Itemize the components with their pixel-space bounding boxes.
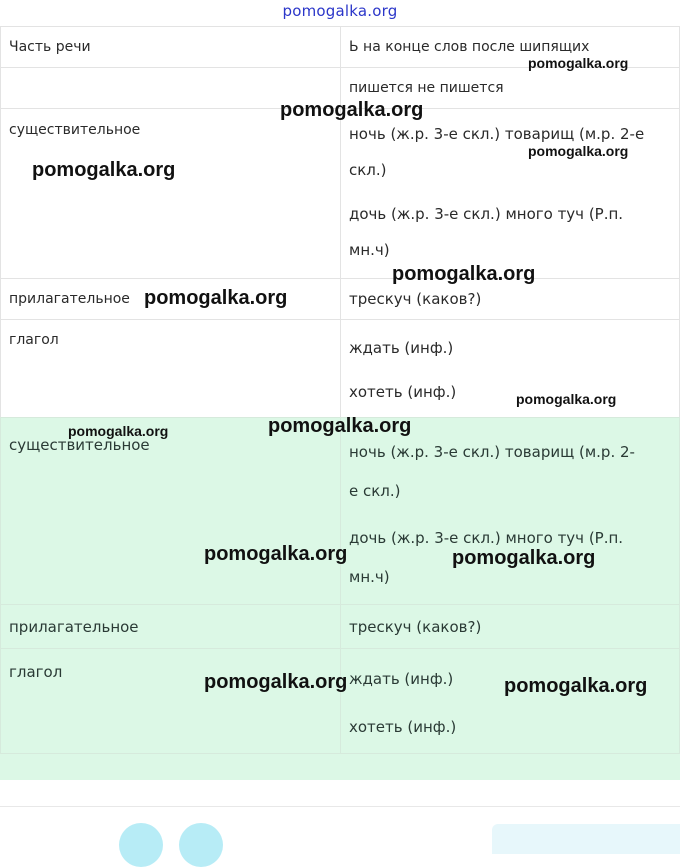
watermark: pomogalka.org xyxy=(392,263,536,285)
example-line: трескуч (каков?) xyxy=(349,290,482,308)
share-circle-icon[interactable] xyxy=(179,823,223,867)
watermark: pomogalka.org xyxy=(144,287,288,309)
share-circle-icon[interactable] xyxy=(119,823,163,867)
watermark: pomogalka.org xyxy=(204,543,348,565)
example-line: хотеть (инф.) xyxy=(349,383,457,401)
example-line: мн.ч) xyxy=(349,241,390,259)
watermark: pomogalka.org xyxy=(452,547,596,569)
header-soft-sign-rule: Ь на конце слов после шипящих xyxy=(341,27,680,68)
cell-noun-examples xyxy=(341,109,680,279)
watermark: pomogalka.org xyxy=(204,671,348,693)
watermark: pomogalka.org xyxy=(268,415,412,437)
example-line: ждать (инф.) xyxy=(349,670,454,688)
cell-noun-examples xyxy=(341,418,680,605)
cell-verb-examples xyxy=(341,649,680,754)
cell-noun: существительное xyxy=(1,109,341,279)
footer-divider xyxy=(0,806,680,807)
subheader-written-not-written: пишется не пишется xyxy=(341,68,680,109)
watermark: pomogalka.org xyxy=(504,675,648,697)
cell-adjective: прилагательное xyxy=(1,279,341,320)
grammar-table-highlighted xyxy=(0,417,680,754)
grammar-table xyxy=(0,26,680,418)
watermark: pomogalka.org xyxy=(68,423,169,439)
header-part-of-speech: Часть речи xyxy=(1,27,341,68)
example-line: хотеть (инф.) xyxy=(349,718,457,736)
cell-verb: глагол xyxy=(1,320,341,418)
watermark: pomogalka.org xyxy=(528,143,629,159)
cell-verb-examples xyxy=(341,320,680,418)
watermark: pomogalka.org xyxy=(528,55,629,71)
example-line: мн.ч) xyxy=(349,568,390,586)
example-line: ночь (ж.р. 3-е скл.) товарищ (м.р. 2-е xyxy=(349,125,645,143)
header-watermark: pomogalka.org xyxy=(282,2,398,20)
cell-verb: глагол xyxy=(1,649,341,754)
example-line: ждать (инф.) xyxy=(349,339,454,357)
cell-noun: существительное xyxy=(1,418,341,605)
footer-panel xyxy=(492,824,680,854)
watermark: pomogalka.org xyxy=(280,99,424,121)
watermark: pomogalka.org xyxy=(32,159,176,181)
example-line: дочь (ж.р. 3-е скл.) много туч (Р.п. xyxy=(349,529,624,547)
example-line: трескуч (каков?) xyxy=(349,618,482,636)
cell-adjective-examples xyxy=(341,605,680,649)
example-line: дочь (ж.р. 3-е скл.) много туч (Р.п. xyxy=(349,205,624,223)
cell-adjective: прилагательное xyxy=(1,605,341,649)
example-line: ночь (ж.р. 3-е скл.) товарищ (м.р. 2- xyxy=(349,443,635,461)
example-line: е скл.) xyxy=(349,482,401,500)
watermark: pomogalka.org xyxy=(516,391,617,407)
example-line: скл.) xyxy=(349,161,387,179)
